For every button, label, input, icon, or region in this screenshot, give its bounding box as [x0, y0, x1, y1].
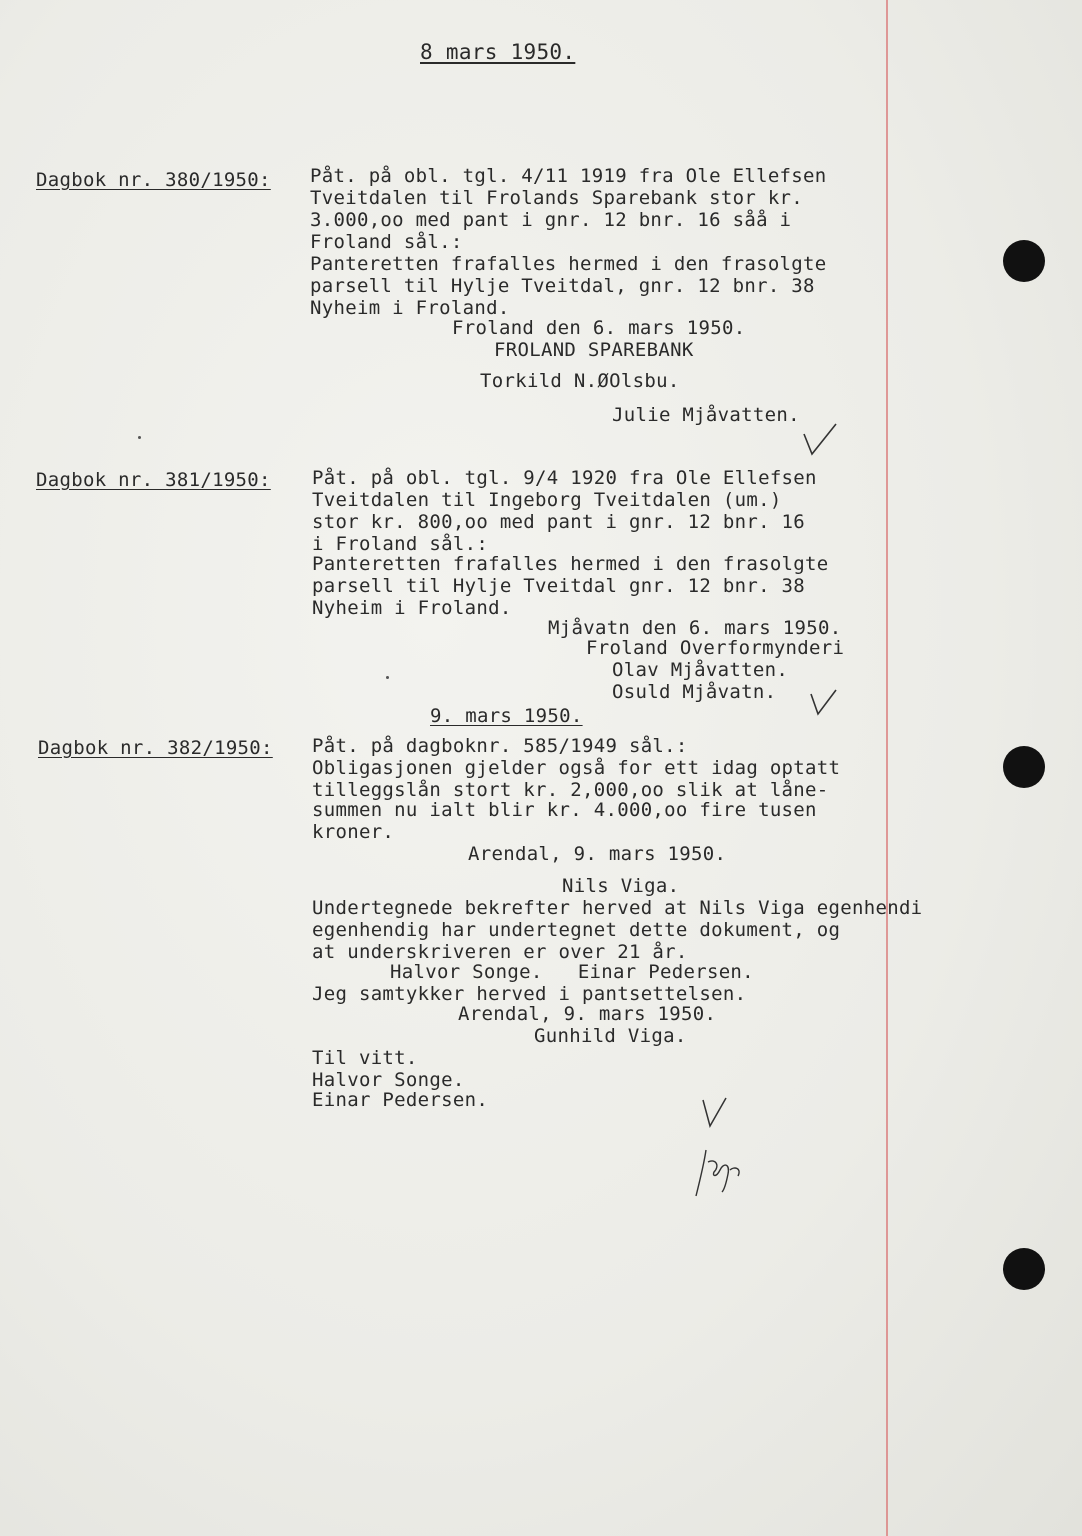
checkmark-icon	[800, 420, 840, 460]
entry-line: Froland sål.:	[310, 231, 463, 253]
entry-signature-1-380: Torkild N.ØOlsbu.	[480, 370, 680, 392]
til-vitt-line: Til vitt.	[312, 1047, 418, 1069]
entry-line: tilleggslån stort kr. 2,000,oo slik at låne-	[312, 779, 829, 801]
speck	[138, 436, 141, 439]
punch-hole-bottom	[1003, 1248, 1045, 1290]
witness-name-2: Einar Pedersen.	[312, 1089, 489, 1111]
entry-place-date-381: Mjåvatn den 6. mars 1950.	[548, 617, 842, 639]
entry-line: Påt. på dagboknr. 585/1949 sål.:	[312, 735, 688, 757]
entry-line: kroner.	[312, 821, 395, 843]
entry-signature-2-380: Julie Mjåvatten.	[612, 404, 800, 426]
witness-name-1: Halvor Songe.	[312, 1069, 465, 1091]
witness-signatures: Halvor Songe. Einar Pedersen.	[390, 961, 754, 983]
entry-line: Obligasjonen gjelder også for ett idag optatt	[312, 757, 841, 779]
entry-line: Påt. på obl. tgl. 4/11 1919 fra Ole Ellefsen	[310, 165, 827, 187]
margin-line	[886, 0, 888, 1536]
checkmark-icon	[700, 1096, 730, 1132]
entry-line: Påt. på obl. tgl. 9/4 1920 fra Ole Ellefsen	[312, 467, 817, 489]
entry-signature-382: Nils Viga.	[562, 875, 680, 897]
entry-line: Nyheim i Froland.	[312, 597, 512, 619]
entry-line: i Froland sål.:	[312, 533, 489, 555]
entry-label-382: Dagbok nr. 382/1950:	[38, 737, 273, 759]
entry-label-381: Dagbok nr. 381/1950:	[36, 469, 271, 491]
initials-scribble	[686, 1140, 756, 1200]
attestation-line: at underskriveren er over 21 år.	[312, 941, 688, 963]
entry-line: Nyheim i Froland.	[310, 297, 510, 319]
page-date-heading: 8 mars 1950.	[420, 40, 576, 64]
entry-line: Panteretten frafalles hermed i den frasolgte	[312, 553, 829, 575]
date-heading-2: 9. mars 1950.	[430, 705, 583, 727]
entry-org-381: Froland Overformynderi	[586, 637, 845, 659]
entry-line: Tveitdalen til Frolands Sparebank stor kr.	[310, 187, 804, 209]
speck	[386, 676, 389, 679]
entry-line: Panteretten frafalles hermed i den frasolgte	[310, 253, 827, 275]
entry-signature-2-381: Osuld Mjåvatn.	[612, 681, 777, 703]
entry-place-date-382: Arendal, 9. mars 1950.	[468, 843, 727, 865]
entry-signature-1-381: Olav Mjåvatten.	[612, 659, 789, 681]
entry-label-380: Dagbok nr. 380/1950:	[36, 169, 271, 191]
entry-line: summen nu ialt blir kr. 4.000,oo fire tusen	[312, 799, 817, 821]
attestation-line: Undertegnede bekrefter herved at Nils Viga egenhendi	[312, 897, 923, 919]
entry-line: parsell til Hylje Tveitdal, gnr. 12 bnr. 38	[310, 275, 815, 297]
consent-line: Jeg samtykker herved i pantsettelsen.	[312, 983, 747, 1005]
punch-hole-middle	[1003, 746, 1045, 788]
checkmark-icon	[808, 686, 840, 720]
punch-hole-top	[1003, 240, 1045, 282]
entry-line: parsell til Hylje Tveitdal gnr. 12 bnr. 38	[312, 575, 806, 597]
entry-line: stor kr. 800,oo med pant i gnr. 12 bnr. 16	[312, 511, 806, 533]
place-date-consent: Arendal, 9. mars 1950.	[458, 1003, 717, 1025]
attestation-line: egenhendig har undertegnet dette dokument, og	[312, 919, 841, 941]
entry-line: 3.000,oo med pant i gnr. 12 bnr. 16 såå i	[310, 209, 792, 231]
entry-place-date-380: Froland den 6. mars 1950.	[452, 317, 746, 339]
entry-line: Tveitdalen til Ingeborg Tveitdalen (um.)	[312, 489, 782, 511]
entry-org-380: FROLAND SPAREBANK	[494, 339, 694, 361]
spouse-signature: Gunhild Viga.	[534, 1025, 687, 1047]
